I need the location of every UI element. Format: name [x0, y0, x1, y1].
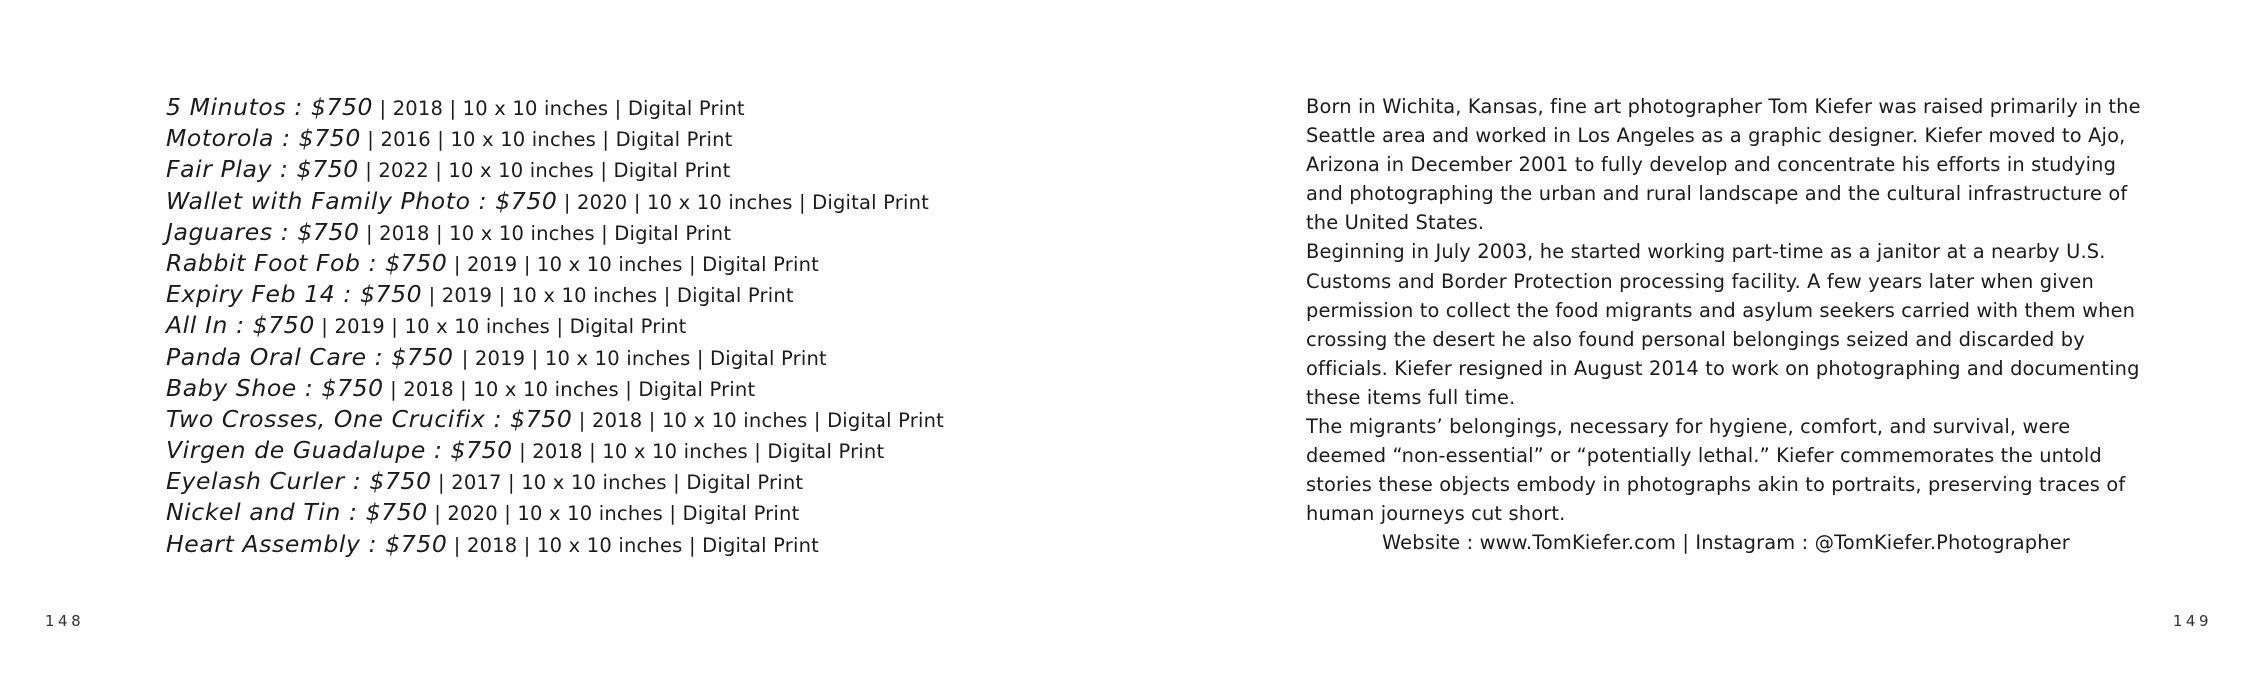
artwork-details: | 2019 | 10 x 10 inches | Digital Print [422, 284, 794, 308]
artwork-title-price: Panda Oral Care : $750 [166, 342, 462, 371]
artist-contact-line: Website : www.TomKiefer.com | Instagram : @TomKiefer.Photographer [1382, 531, 2070, 555]
artwork-item [166, 123, 944, 154]
artwork-details: | 2018 | 10 x 10 inches | Digital Print [359, 221, 732, 245]
right-page [1125, 0, 2250, 675]
artwork-title-price: Jaguares : $750 [166, 217, 360, 246]
artwork-item [166, 217, 944, 248]
artwork-title-price: Eyelash Curler : $750 [166, 467, 432, 496]
artwork-details: | 2016 | 10 x 10 inches | Digital Print [360, 128, 733, 152]
artwork-price-list [166, 92, 944, 560]
artwork-item [166, 279, 944, 310]
artwork-details: | 2018 | 10 x 10 inches | Digital Print [383, 377, 756, 401]
artwork-title-price: Virgen de Guadalupe : $750 [166, 436, 513, 465]
artwork-title-price: 5 Minutos : $750 [166, 93, 374, 121]
artwork-details: | 2018 | 10 x 10 inches | Digital Print [572, 408, 944, 432]
artwork-title-price: Wallet with Family Photo : $750 [166, 186, 558, 215]
artwork-item [166, 435, 944, 466]
bio-paragraph: Born in Wichita, Kansas, fine art photographer Tom Kiefer was raised primarily in the Seattle area and worked in Los Angeles as a graphic designer. Kiefer moved to Ajo, Arizona in December 2001 to fully develop and concentrate his efforts in studying and photographing the urban and rural landscape and the cultural infrastructure of the United States. [1306, 95, 2141, 235]
page-number-left: 148 [45, 612, 85, 630]
artwork-item [166, 92, 944, 123]
artist-bio [1306, 92, 2156, 558]
artwork-title-price: Two Crosses, One Crucifix : $750 [166, 404, 573, 433]
artwork-item [166, 310, 944, 341]
artwork-details: | 2020 | 10 x 10 inches | Digital Print [427, 502, 800, 526]
artwork-details: | 2018 | 10 x 10 inches | Digital Print [512, 440, 885, 464]
artwork-item [166, 404, 944, 435]
artwork-details: | 2018 | 10 x 10 inches | Digital Print [373, 97, 745, 120]
artwork-details: | 2022 | 10 x 10 inches | Digital Print [358, 159, 731, 183]
page-number-right: 149 [2172, 612, 2212, 630]
artwork-details: | 2019 | 10 x 10 inches | Digital Print [314, 315, 687, 339]
artwork-title-price: Baby Shoe : $750 [166, 373, 384, 402]
artwork-details: | 2019 | 10 x 10 inches | Digital Print [447, 252, 820, 276]
artwork-item [166, 373, 944, 404]
artwork-details: | 2017 | 10 x 10 inches | Digital Print [431, 471, 804, 495]
artwork-title-price: All In : $750 [166, 311, 315, 340]
artwork-item [166, 342, 944, 373]
artwork-title-price: Fair Play : $750 [166, 155, 359, 184]
artwork-title-price: Nickel and Tin : $750 [166, 498, 428, 527]
artwork-title-price: Expiry Feb 14 : $750 [166, 280, 423, 309]
artwork-item [166, 497, 944, 528]
artwork-details: | 2019 | 10 x 10 inches | Digital Print [461, 346, 827, 370]
artwork-title-price: Rabbit Foot Fob : $750 [166, 248, 448, 277]
artwork-details: | 2020 | 10 x 10 inches | Digital Print [557, 190, 930, 214]
artwork-item [166, 529, 944, 560]
bio-paragraph: The migrants’ belongings, necessary for hygiene, comfort, and survival, were deemed “non-essential” or “potentially lethal.” Kiefer commemorates the untold stories these objects embody in photographs akin to portraits, preserving traces of human journeys cut short. [1306, 415, 2126, 526]
artwork-item [166, 466, 944, 497]
bio-paragraph: Beginning in July 2003, he started working part-time as a janitor at a nearby U.S. Customs and Border Protection processing facility. A few years later when given permission to collect the food migrants and asylum seekers carried with them when crossing the desert he also found personal belongings seized and discarded by officials. Kiefer resigned in August 2014 to work on photographing and documenting these items full time. [1306, 240, 2140, 409]
artwork-item [166, 248, 944, 279]
artwork-title-price: Motorola : $750 [166, 124, 361, 153]
artwork-details: | 2018 | 10 x 10 inches | Digital Print [447, 533, 820, 557]
artwork-item [166, 154, 944, 185]
artwork-title-price: Heart Assembly : $750 [166, 529, 448, 558]
artwork-item [166, 186, 944, 217]
